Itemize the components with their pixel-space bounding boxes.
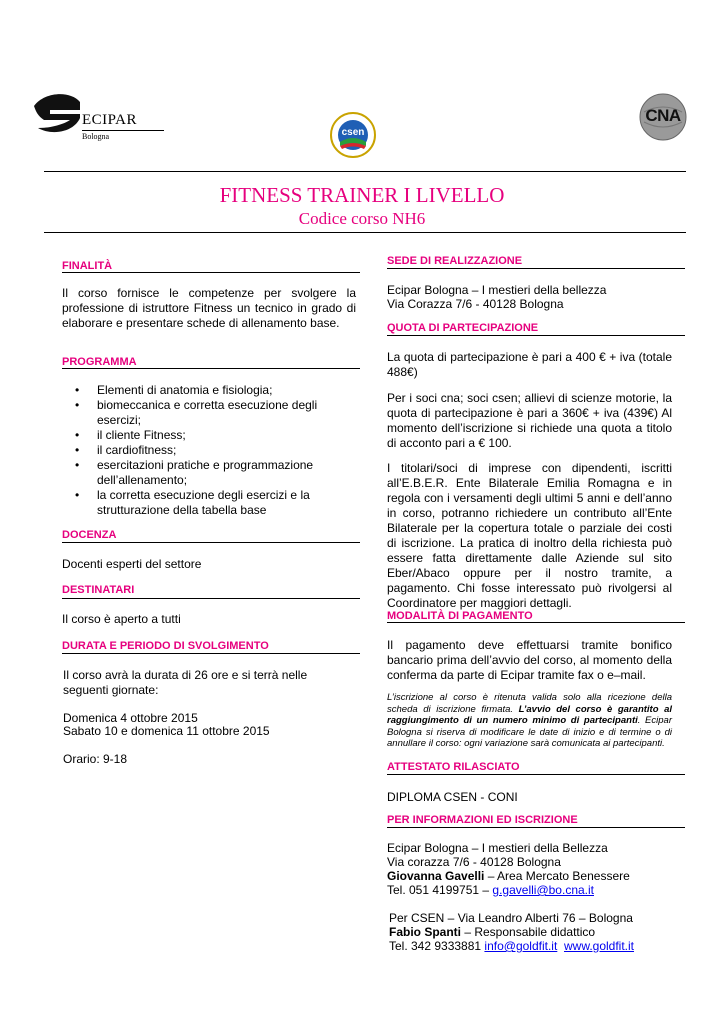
programma-list (62, 383, 352, 518)
pagamento-rule (387, 622, 685, 623)
course-title: FITNESS TRAINER I LIVELLO (219, 183, 505, 207)
info-line-3 (387, 869, 630, 884)
destinatari-text: Il corso è aperto a tutti (62, 612, 181, 626)
durata-heading: DURATA E PERIODO DI SVOLGIMENTO (62, 640, 269, 652)
info-line-5: Per CSEN – Via Leandro Alberti 76 – Bologna (389, 911, 633, 925)
website-link-goldfit[interactable]: www.goldfit.it (563, 939, 635, 953)
csen-logo-text: csen (341, 127, 365, 138)
contact-role-gavelli: – Area Mercato Benessere (484, 869, 630, 883)
docenza-heading: DOCENZA (62, 529, 117, 541)
cna-logo (638, 92, 688, 142)
ecipar-mark-icon (30, 88, 90, 148)
quota-text-2: Per i soci cna; soci csen; allievi di scienze motorie, la quota di partecipazione è pari a 360€ + iva (439€) Al momento dell’iscrizione si richiede una quota a titolo di acconto pari a € 100. (387, 391, 672, 450)
programma-rule (62, 368, 360, 369)
email-link-gavelli[interactable]: g.gavelli@bo.cna.it (492, 883, 594, 897)
sede-rule (387, 268, 685, 269)
list-item: • Elementi di anatomia e fisiologia; (62, 383, 352, 398)
docenza-text: Docenti esperti del settore (62, 557, 202, 571)
list-item: • il cardiofitness; (62, 443, 352, 458)
list-item: • biomeccanica e corretta esecuzione degli esercizi; (62, 398, 352, 428)
durata-date-1: Domenica 4 ottobre 2015 (63, 711, 198, 725)
programma-heading: PROGRAMMA (62, 356, 137, 368)
docenza-rule (62, 542, 360, 543)
info-line-6 (389, 925, 595, 940)
list-item: • il cliente Fitness; (62, 428, 352, 443)
durata-orario: Orario: 9-18 (63, 752, 128, 766)
list-item: • esercitazioni pratiche e programmazione dell’allenamento; (62, 458, 352, 488)
durata-date-2: Sabato 10 e domenica 11 ottobre 2015 (63, 724, 270, 738)
ecipar-name: ECIPAR (82, 112, 137, 128)
csen-logo (330, 112, 376, 158)
list-item: • la corretta esecuzione degli esercizi e la strutturazione della tabella base (62, 488, 352, 518)
pagamento-text: Il pagamento deve effettuarsi tramite bonifico bancario prima dell’avvio del corso, al momento della conferma da parte di Ecipar tramite fax o e–mail. (387, 638, 672, 682)
course-code: Codice corso NH6 (298, 209, 426, 228)
attestato-heading: ATTESTATO RILASCIATO (387, 761, 520, 773)
attestato-text: DIPLOMA CSEN - CONI (387, 790, 518, 804)
sede-line-1: Ecipar Bologna – I mestieri della bellezza (387, 283, 607, 297)
ecipar-logo (30, 88, 170, 148)
durata-text: Il corso avrà la durata di 26 ore e si terrà nelle seguenti giornate: (63, 668, 308, 697)
header-rule (44, 171, 686, 172)
destinatari-heading: DESTINATARI (62, 584, 135, 596)
ecipar-city: Bologna (82, 132, 110, 141)
sede-heading: SEDE DI REALIZZAZIONE (387, 255, 523, 267)
info-heading: PER INFORMAZIONI ED ISCRIZIONE (387, 814, 578, 826)
email-link-goldfit[interactable]: info@goldfit.it (484, 939, 558, 953)
quota-text-1: La quota di partecipazione è pari a 400 € + iva (totale 488€) (387, 350, 672, 379)
pagamento-note (387, 692, 672, 750)
info-rule (387, 827, 685, 828)
quota-heading: QUOTA DI PARTECIPAZIONE (387, 322, 539, 334)
pagamento-note-b: L’avvio del corso è garantito al raggiungimento di un numero minimo di partecipanti (387, 703, 673, 726)
info-line-7 (389, 939, 634, 954)
cna-logo-text: CNA (645, 106, 681, 125)
pagamento-note-c: . Ecipar Bologna si riserva di modificare le date di inizio e di termine o di annullare il corso: ogni variazione sarà comunicata ai partecipanti. (387, 715, 672, 749)
finalita-heading: FINALITÀ (62, 260, 113, 272)
destinatari-rule (62, 598, 360, 599)
contact-role-spanti: – Responsabile didattico (461, 925, 596, 939)
durata-rule (62, 653, 360, 654)
info-line-2: Via corazza 7/6 - 40128 Bologna (387, 855, 561, 869)
info-line-4 (387, 883, 594, 898)
pagamento-note-a: L’iscrizione al corso è ritenuta valida solo alla ricezione della scheda di iscrizione firmata. (387, 692, 672, 715)
sede-line-2: Via Corazza 7/6 - 40128 Bologna (387, 297, 564, 311)
title-rule (44, 232, 686, 233)
finalita-rule (62, 272, 360, 273)
quota-text-3: I titolari/soci di imprese con dipendenti, iscritti all’E.B.E.R. Ente Bilaterale Emilia Romagna e in regola con i versamenti degli ultimi 5 anni e dell’anno in corso, potranno richiedere un contributo all’Ente Bilaterale per la copertura totale o parziale dei costi di iscrizione. La pratica di inoltro della richiesta può essere fatta direttamente dalle Aziende sul sito Eber/Abaco oppure per il nostro tramite, a pagamento. Chi fosse interessato può rivolgersi al Coordinatore per maggiori dettagli. (387, 461, 672, 610)
quota-rule (387, 335, 685, 336)
contact-name-spanti: Fabio Spanti (389, 925, 461, 939)
attestato-rule (387, 774, 685, 775)
finalita-text: Il corso fornisce le competenze per svolgere la professione di istruttore Fitness un tecnico in grado di elaborare e presentare schede di allenamento base. (62, 286, 356, 330)
info-line-1: Ecipar Bologna – I mestieri della Bellezza (387, 841, 608, 855)
phone-spanti: Tel. 342 9333881 (389, 939, 485, 953)
phone-gavelli: Tel. 051 4199751 – (387, 883, 493, 897)
pagamento-heading: MODALITÀ DI PAGAMENTO (387, 610, 533, 622)
contact-name-gavelli: Giovanna Gavelli (387, 869, 485, 883)
